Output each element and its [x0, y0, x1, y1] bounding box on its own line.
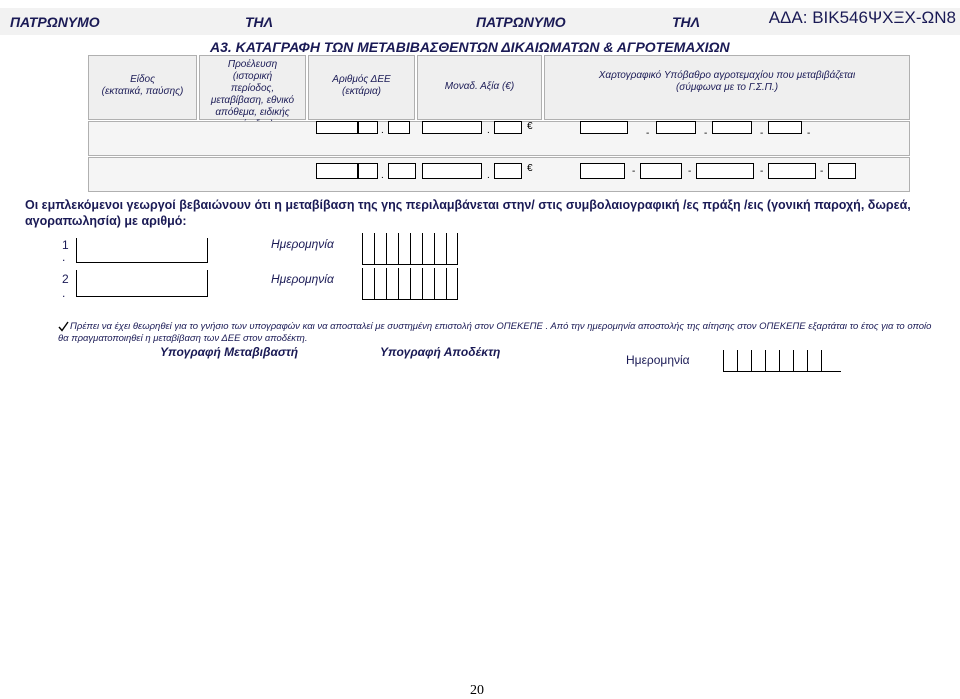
col-kind-label: Είδος	[130, 74, 155, 85]
contract-2-dot: .	[62, 286, 66, 300]
row1-dash-3: -	[760, 128, 764, 139]
row1-dot-2: .	[487, 125, 490, 136]
row2-ha-int-input[interactable]	[316, 163, 358, 179]
row2-ha-dec-input[interactable]	[388, 163, 416, 179]
col-unit-value-label: Μοναδ. Αξία (€)	[444, 81, 515, 92]
signature-date-label: Ημερομηνία	[626, 353, 690, 367]
row1-value-int-input[interactable]	[422, 121, 482, 134]
row2-dash-1: -	[632, 166, 636, 177]
col-origin-sub: (ιστορική περίοδος, μεταβίβαση, εθνικό απόθεμα, ειδικής	[210, 71, 295, 118]
contract-2-date-label: Ημερομηνία	[271, 272, 334, 286]
ada-code: ΑΔΑ: ΒΙΚ546ΨΧΞΧ-ΩΝ8	[768, 8, 956, 27]
contract-1-date-label: Ημερομηνία	[271, 237, 334, 251]
col-map-sub: (σύμφωνα με το Γ.Σ.Π.)	[675, 82, 779, 93]
col-origin	[199, 55, 306, 120]
col-map	[544, 55, 910, 120]
header-patronymo-2: ΠΑΤΡΩΝΥΜΟ	[476, 14, 566, 30]
contract-1-number: 1	[62, 238, 69, 252]
contract-1-number-input[interactable]	[76, 238, 208, 263]
seller-signature-label: Υπογραφή Μεταβιβαστή	[160, 345, 299, 359]
col-count-label: Αριθμός ΔΕΕ	[332, 74, 391, 85]
contract-2-number-input[interactable]	[76, 270, 208, 297]
row2-map-input-4[interactable]	[768, 163, 816, 179]
signature-date-input[interactable]	[723, 350, 841, 372]
col-kind	[88, 55, 197, 120]
section-title: Α3. ΚΑΤΑΓΡΑΦΗ ΤΩΝ ΜΕΤΑΒΙΒΑΣΘΕΝΤΩΝ ΔΙΚΑΙΩΜΑΤΩΝ & ΑΓΡΟΤΕΜΑΧΙΩΝ	[210, 39, 730, 55]
row1-euro-sign: €	[527, 121, 533, 132]
header-patronymo-1: ΠΑΤΡΩΝΥΜΟ	[10, 14, 100, 30]
row2-dash-4: -	[820, 166, 824, 177]
note-paragraph: Πρέπει να έχει θεωρηθεί για το γνήσιο των υπογραφών και να αποσταλεί με συστημένη επιστολή στον ΟΠΕΚΕΠΕ . Από την ημερομηνία αποστολής της αίτησης στον ΟΠΕΚΕΠΕ εξαρτάται το έτος για το οποίο θα πραγματοποιηθεί η μεταβίβαση των ΔΕΕ στον αποδέκτη.	[58, 321, 932, 344]
row1-map-input-4[interactable]	[768, 121, 802, 134]
row2-map-input-5[interactable]	[828, 163, 856, 179]
row2-value-int-input[interactable]	[422, 163, 482, 179]
row1-ha-dec-input[interactable]	[388, 121, 410, 134]
row2-dash-2: -	[688, 166, 692, 177]
row2-value-dec-input[interactable]	[494, 163, 522, 179]
contract-2-date-input[interactable]	[362, 268, 458, 300]
col-count	[308, 55, 415, 120]
row2-dash-3: -	[760, 166, 764, 177]
col-count-sub: (εκτάρια)	[341, 86, 381, 97]
col-kind-sub: (εκτατικά, παύσης)	[101, 86, 184, 97]
row2-map-input-2[interactable]	[640, 163, 682, 179]
col-map-label: Χαρτογραφικό Υπόβαθρο αγροτεμαχίου που μεταβιβάζεται	[598, 70, 856, 81]
header-tel-1: ΤΗΛ	[245, 14, 273, 30]
row1-map-input-3[interactable]	[712, 121, 752, 134]
row1-ha-int-input-2[interactable]	[358, 121, 378, 134]
row2-map-input-3[interactable]	[696, 163, 754, 179]
row1-value-dec-input[interactable]	[494, 121, 522, 134]
col-origin-label: Προέλευση	[227, 59, 278, 70]
page-number: 20	[470, 683, 484, 698]
row2-ha-int-input-2[interactable]	[358, 163, 378, 179]
row1-dash-4: -	[807, 128, 811, 139]
row2-euro-sign: €	[527, 163, 533, 174]
row1-map-input-1[interactable]	[580, 121, 628, 134]
row1-map-input-2[interactable]	[656, 121, 696, 134]
contract-2-number: 2	[62, 272, 69, 286]
row1-dash-2: -	[704, 128, 708, 139]
statement-text: Οι εμπλεκόμενοι γεωργοί βεβαιώνουν ότι η μεταβίβαση της γης περιλαμβάνεται στην/ στις συμβολαιογραφική /ες πράξη /εις (γονική παροχή, δωρεά, αγοραπωλησία) με αριθμό:	[25, 198, 911, 228]
row1-dash-1: -	[646, 128, 650, 139]
row2-dot-2: .	[487, 170, 490, 181]
header-tel-2: ΤΗΛ	[672, 14, 700, 30]
row1-dot-1: .	[381, 125, 384, 136]
row1-ha-int-input[interactable]	[316, 121, 358, 134]
col-unit-value	[417, 55, 542, 120]
note-text	[58, 321, 943, 345]
buyer-signature-label: Υπογραφή Αποδέκτη	[380, 345, 501, 359]
row2-map-input-1[interactable]	[580, 163, 625, 179]
row2-dot-1: .	[381, 170, 384, 181]
contract-1-date-input[interactable]	[362, 233, 458, 265]
contract-1-dot: .	[62, 250, 66, 264]
